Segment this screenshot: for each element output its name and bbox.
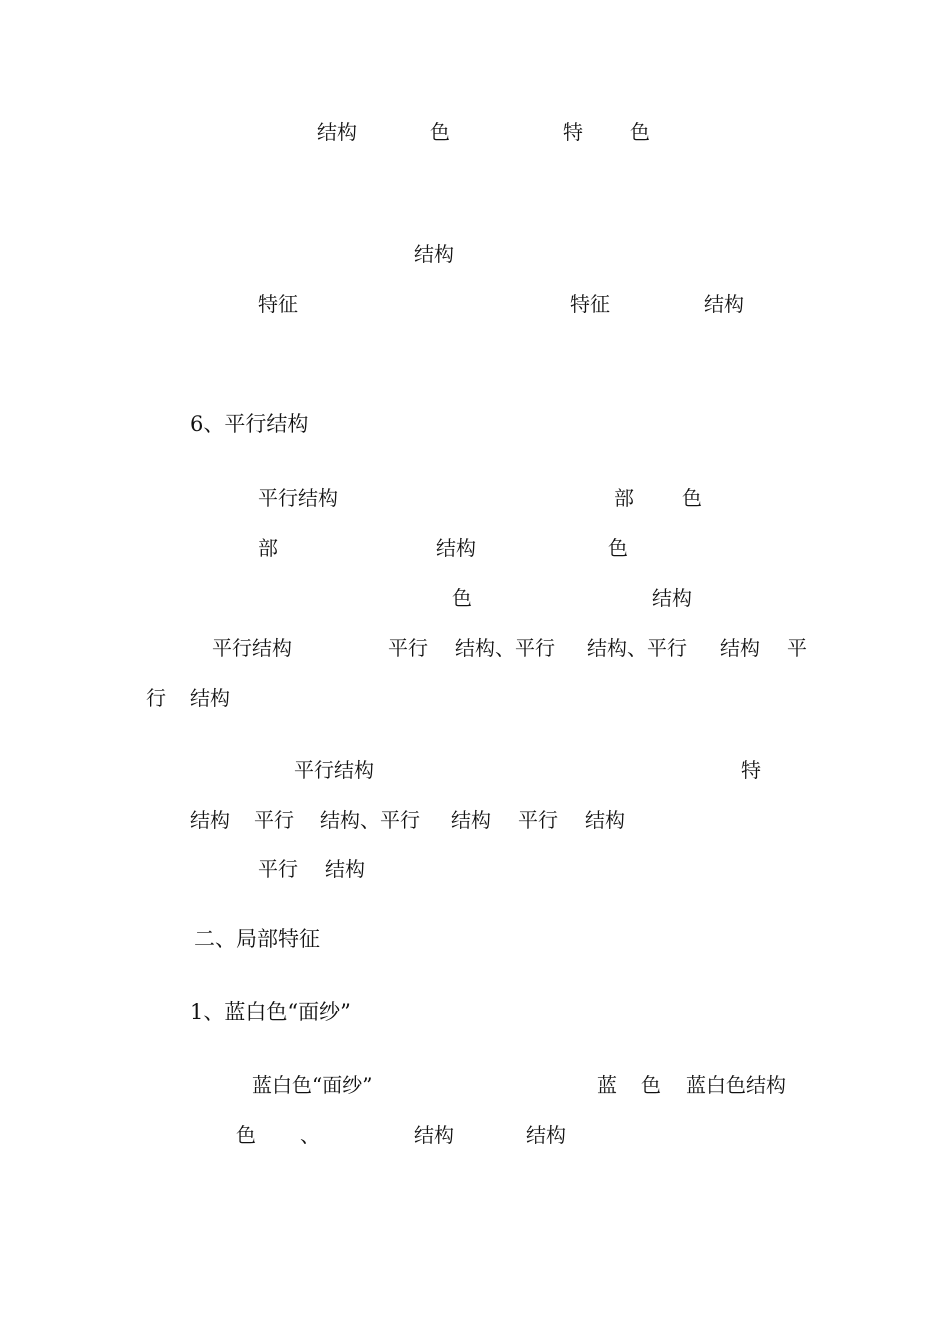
text-fragment: 色 [641, 1073, 661, 1097]
text-fragment: 平行 [254, 808, 294, 832]
text-fragment: 特征 [258, 292, 298, 316]
section-heading: 二、局部特征 [194, 927, 320, 951]
text-fragment: 、 [300, 1123, 320, 1147]
text-fragment: 结构 [414, 242, 454, 266]
text-fragment: 特 [741, 758, 761, 782]
text-fragment: 色 [430, 120, 450, 144]
text-fragment: 结构 [414, 1123, 454, 1147]
text-fragment: 结构、平行 [587, 636, 687, 660]
text-fragment: 结构 [720, 636, 760, 660]
text-fragment: 结构 [190, 808, 230, 832]
text-fragment: 结构 [704, 292, 744, 316]
text-fragment: 结构 [526, 1123, 566, 1147]
text-fragment: 结构 [585, 808, 625, 832]
subsection-heading: 1、蓝白色“面纱” [190, 1000, 351, 1024]
text-fragment: 平行 [258, 857, 298, 881]
text-fragment: 部 [614, 486, 634, 510]
text-fragment: 特征 [570, 292, 610, 316]
text-fragment: 蓝白色结构 [686, 1073, 786, 1097]
text-fragment: 色 [630, 120, 650, 144]
text-fragment: 结构、平行 [455, 636, 555, 660]
text-fragment: 结构 [190, 686, 230, 710]
text-fragment: 部 [258, 536, 278, 560]
text-fragment: 蓝 [597, 1073, 617, 1097]
text-fragment: 结构 [436, 536, 476, 560]
text-fragment: 结构 [652, 586, 692, 610]
section-heading: 6、平行结构 [190, 412, 309, 436]
text-fragment: 平 [787, 636, 807, 660]
text-fragment: 平行结构 [212, 636, 292, 660]
text-fragment: 色 [452, 586, 472, 610]
text-fragment: 平行结构 [258, 486, 338, 510]
text-fragment: 结构、平行 [320, 808, 420, 832]
text-fragment: 色 [236, 1123, 256, 1147]
text-fragment: 色 [682, 486, 702, 510]
text-fragment: 行 [146, 686, 166, 710]
text-fragment: 平行 [518, 808, 558, 832]
text-fragment: 结构 [451, 808, 491, 832]
text-fragment: 特 [563, 120, 583, 144]
text-fragment: 平行结构 [294, 758, 374, 782]
text-fragment: 色 [608, 536, 628, 560]
text-fragment: 结构 [325, 857, 365, 881]
text-fragment: 蓝白色“面纱” [252, 1073, 373, 1097]
text-fragment: 平行 [388, 636, 428, 660]
text-fragment: 结构 [317, 120, 357, 144]
